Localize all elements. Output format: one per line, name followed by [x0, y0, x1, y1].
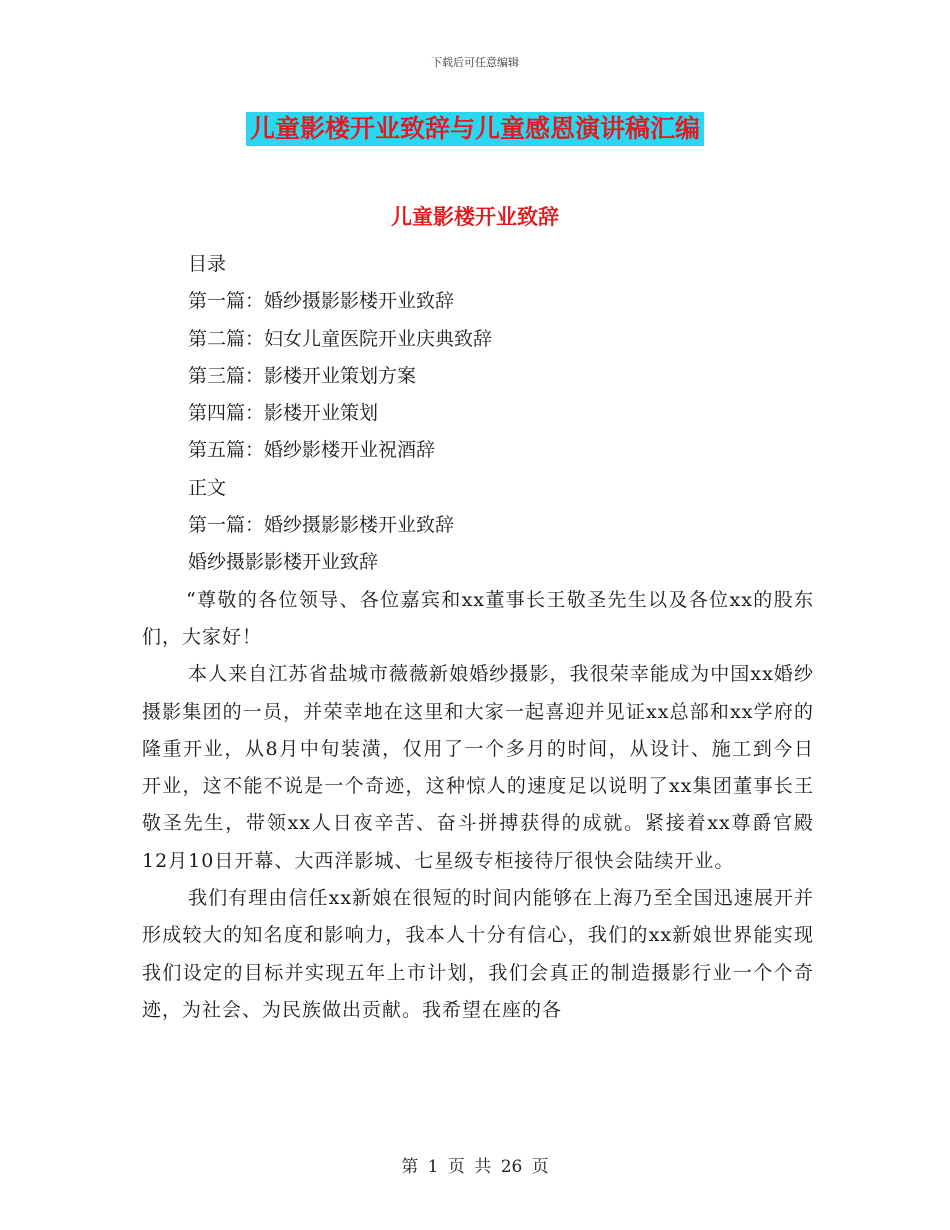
- paragraph: 本人来自江苏省盐城市薇薇新娘婚纱摄影，我很荣幸能成为中国xx婚纱摄影集团的一员，并荣幸地在这里和大家一起喜迎并见证xx总部和xx学府的隆重开业，从8月中旬装潢，仅用了一个多月的时间，从设计、施工到今日开业，这不能不说是一个奇迹，这种惊人的速度足以说明了xx集团董事长王敬圣先生，带领xx人日夜辛苦、奋斗拼搏获得的成就。紧接着xx尊爵官殿12月10日开幕、大西洋影城、七星级专柜接待厅很快会陆续开业。: [142, 663, 814, 872]
- document-title: 儿童影楼开业致辞与儿童感恩演讲稿汇编: [246, 112, 704, 146]
- toc-item: 第三篇：影楼开业策划方案: [188, 364, 417, 387]
- toc-item: 第一篇：婚纱摄影影楼开业致辞: [188, 290, 455, 313]
- header-note: 下载后可任意编辑: [431, 56, 519, 69]
- toc-heading: 目录: [188, 253, 227, 275]
- page-footer: 第 1 页 共 26 页: [401, 1157, 549, 1177]
- toc-item: 第四篇：影楼开业策划: [188, 402, 379, 425]
- chapter-heading: 第一篇：婚纱摄影影楼开业致辞: [188, 514, 455, 537]
- main-title-wrap: [0, 112, 950, 146]
- chapter-subheading: 婚纱摄影影楼开业致辞: [188, 551, 379, 574]
- document-body: [142, 246, 814, 1029]
- section-title: 儿童影楼开业致辞: [391, 205, 559, 229]
- paragraph: “尊敬的各位领导、各位嘉宾和xx董事长王敬圣先生以及各位xx的股东们，大家好！: [142, 588, 814, 648]
- paragraph: 我们有理由信任xx新娘在很短的时间内能够在上海乃至全国迅速展开并形成较大的知名度和影响力，我本人十分有信心，我们的xx新娘世界能实现我们设定的目标并实现五年上市计划，我们会真正的制造摄影行业一个个奇迹，为社会、为民族做出贡献。我希望在座的各: [142, 887, 814, 1021]
- toc-item: 第五篇：婚纱影楼开业祝酒辞: [188, 439, 436, 462]
- body-heading: 正文: [188, 476, 227, 499]
- toc-item: 第二篇：妇女儿童医院开业庆典致辞: [188, 327, 493, 350]
